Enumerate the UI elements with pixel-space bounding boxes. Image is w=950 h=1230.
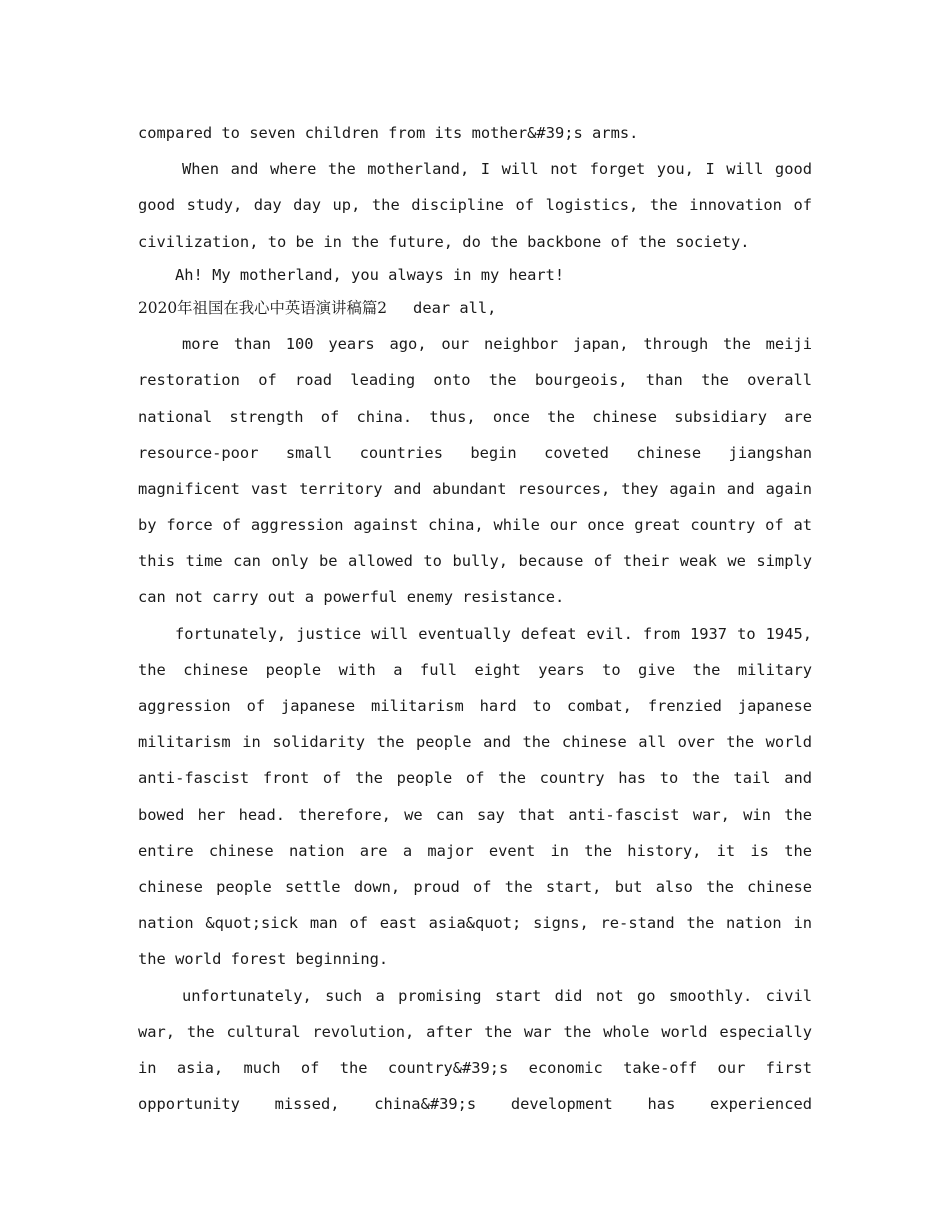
text-line: more than 100 years ago, our neighbor japan, through the meiji	[182, 335, 812, 354]
text-line: civilization, to be in the future, do the backbone of the society.	[138, 232, 750, 251]
text-line: good study, day day up, the discipline of logistics, the innovation of	[138, 196, 812, 215]
paragraph	[138, 257, 812, 293]
text-line: the chinese people with a full eight years to give the military	[138, 660, 812, 679]
text-line: compared to seven children from its mother&#39;s arms.	[138, 124, 639, 142]
text-line: nation &quot;sick man of east asia&quot; signs, re-stand the nation in	[138, 914, 812, 933]
paragraph	[138, 326, 812, 616]
document-body	[138, 115, 812, 1122]
section-title: 2020年祖国在我心中英语演讲稿篇2	[138, 298, 388, 317]
text-line: in asia, much of the country&#39;s economic take-off our first	[138, 1058, 812, 1077]
text-line: chinese people settle down, proud of the start, but also the chinese	[138, 877, 812, 896]
text-line: anti-fascist front of the people of the country has to the tail and	[138, 769, 812, 788]
text-line: Ah! My motherland, you always in my heart!	[175, 265, 565, 284]
text-line: aggression of japanese militarism hard to combat, frenzied japanese	[138, 697, 812, 715]
text-line: can not carry out a powerful enemy resistance.	[138, 588, 565, 607]
text-line: resource-poor small countries begin coveted chinese jiangshan	[138, 443, 812, 462]
paragraph	[138, 151, 812, 260]
paragraph	[138, 616, 812, 978]
text-line: the world forest beginning.	[138, 950, 389, 969]
text-line: war, the cultural revolution, after the war the whole world especially	[138, 1022, 812, 1041]
paragraph	[138, 978, 812, 1123]
text-line: entire chinese nation are a major event in the history, it is the	[138, 841, 812, 860]
text-line: fortunately, justice will eventually defeat evil. from 1937 to 1945,	[175, 624, 812, 643]
text-line: magnificent vast territory and abundant resources, they again and again	[138, 479, 812, 498]
text-line: unfortunately, such a promising start did not go smoothly. civil	[182, 986, 812, 1005]
text-line: restoration of road leading onto the bourgeois, than the overall	[138, 371, 812, 390]
text-line: by force of aggression against china, while our once great country of at	[138, 516, 812, 535]
text-line: opportunity missed, china&#39;s development has experienced	[138, 1095, 812, 1114]
text-line: militarism in solidarity the people and the chinese all over the world	[138, 733, 812, 752]
greeting-text: dear all,	[413, 298, 497, 317]
text-line: this time can only be allowed to bully, because of their weak we simply	[138, 552, 812, 571]
paragraph	[138, 115, 812, 151]
section-heading	[138, 290, 812, 326]
text-line: bowed her head. therefore, we can say that anti-fascist war, win the	[138, 805, 812, 824]
text-line: national strength of china. thus, once the chinese subsidiary are	[138, 407, 812, 426]
text-line: When and where the motherland, I will not forget you, I will good	[182, 160, 812, 179]
